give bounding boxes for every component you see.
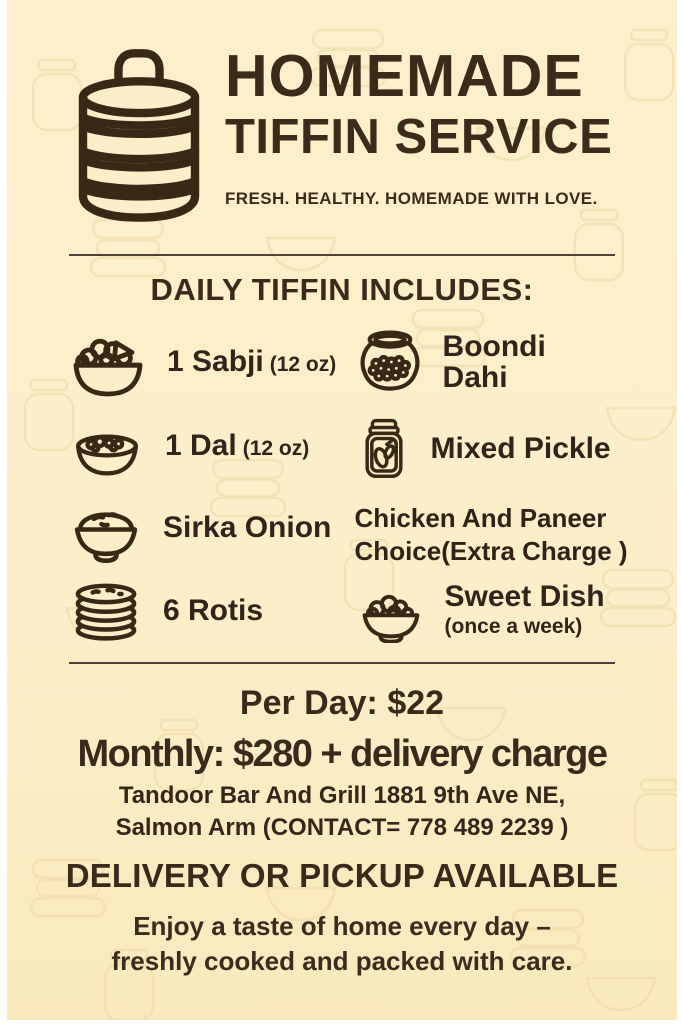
chicken-paneer-line-1: Chicken And Paneer	[354, 503, 607, 533]
title-line-2: TIFFIN SERVICE	[225, 110, 613, 165]
menu-item-label: Mixed Pickle	[430, 432, 611, 466]
dal-bowl-icon	[67, 410, 147, 482]
menu-item-mixed-pickle	[355, 410, 649, 488]
menu-item-rotis	[67, 574, 341, 648]
header-tagline: FRESH. HEALTHY. HOMEMADE WITH LOVE.	[225, 189, 598, 209]
title-block	[225, 36, 612, 209]
divider-top	[69, 254, 615, 256]
menu-column-left	[67, 322, 341, 648]
availability-heading: DELIVERY OR PICKUP AVAILABLE	[65, 856, 619, 894]
price-monthly: Monthly: $280 + delivery charge	[77, 733, 607, 775]
location-block	[7, 780, 677, 845]
location-line-1: Tandoor Bar And Grill 1881 9th Ave NE,	[118, 782, 566, 809]
chicken-paneer-line-2: Choice(Extra Charge )	[354, 535, 628, 566]
menu-item-label: Sirka Onion	[163, 511, 332, 545]
menu-item-sweet-dish	[355, 577, 649, 643]
closing-tagline	[7, 909, 677, 979]
price-per-day: Per Day: $22	[239, 684, 445, 722]
menu-item-sabji	[67, 322, 341, 402]
menu-item-boondi-dahi	[355, 322, 649, 402]
menu-item-dal	[67, 410, 341, 482]
menu-item-label: 6 Rotis	[163, 594, 264, 628]
sabji-bowl-icon	[67, 322, 149, 402]
menu-item-sirka-onion	[67, 490, 341, 566]
closing-line-1: Enjoy a taste of home every day –	[133, 910, 551, 941]
sweet-dish-bowl-icon	[355, 577, 427, 643]
closing-line-2: freshly cooked and packed with care.	[111, 945, 573, 976]
pickle-jar-icon	[355, 410, 413, 488]
location-line-2: Salmon Arm (CONTACT= 778 489 2239 )	[115, 814, 569, 842]
flyer-canvas	[7, 0, 677, 1020]
divider-bottom	[69, 662, 615, 664]
boondi-dahi-jar-icon	[355, 322, 425, 402]
menu-item-chicken-paneer	[355, 502, 649, 567]
header	[7, 0, 677, 234]
menu-item-label: 1 Sabji (12 oz)	[167, 345, 337, 379]
rotis-stack-icon	[67, 574, 145, 648]
menu-item-label: Sweet Dish (once a week)	[444, 580, 605, 638]
title-line-1: HOMEMADE	[225, 43, 584, 109]
menu-column-right	[341, 322, 649, 648]
menu-item-label: 1 Dal (12 oz)	[165, 429, 310, 463]
menu-grid	[7, 308, 677, 648]
menu-heading: DAILY TIFFIN INCLUDES:	[150, 272, 534, 307]
menu-item-label: Boondi Dahi	[442, 329, 546, 394]
tiffin-carrier-icon	[69, 36, 209, 234]
sirka-onion-bowl-icon	[67, 490, 145, 566]
